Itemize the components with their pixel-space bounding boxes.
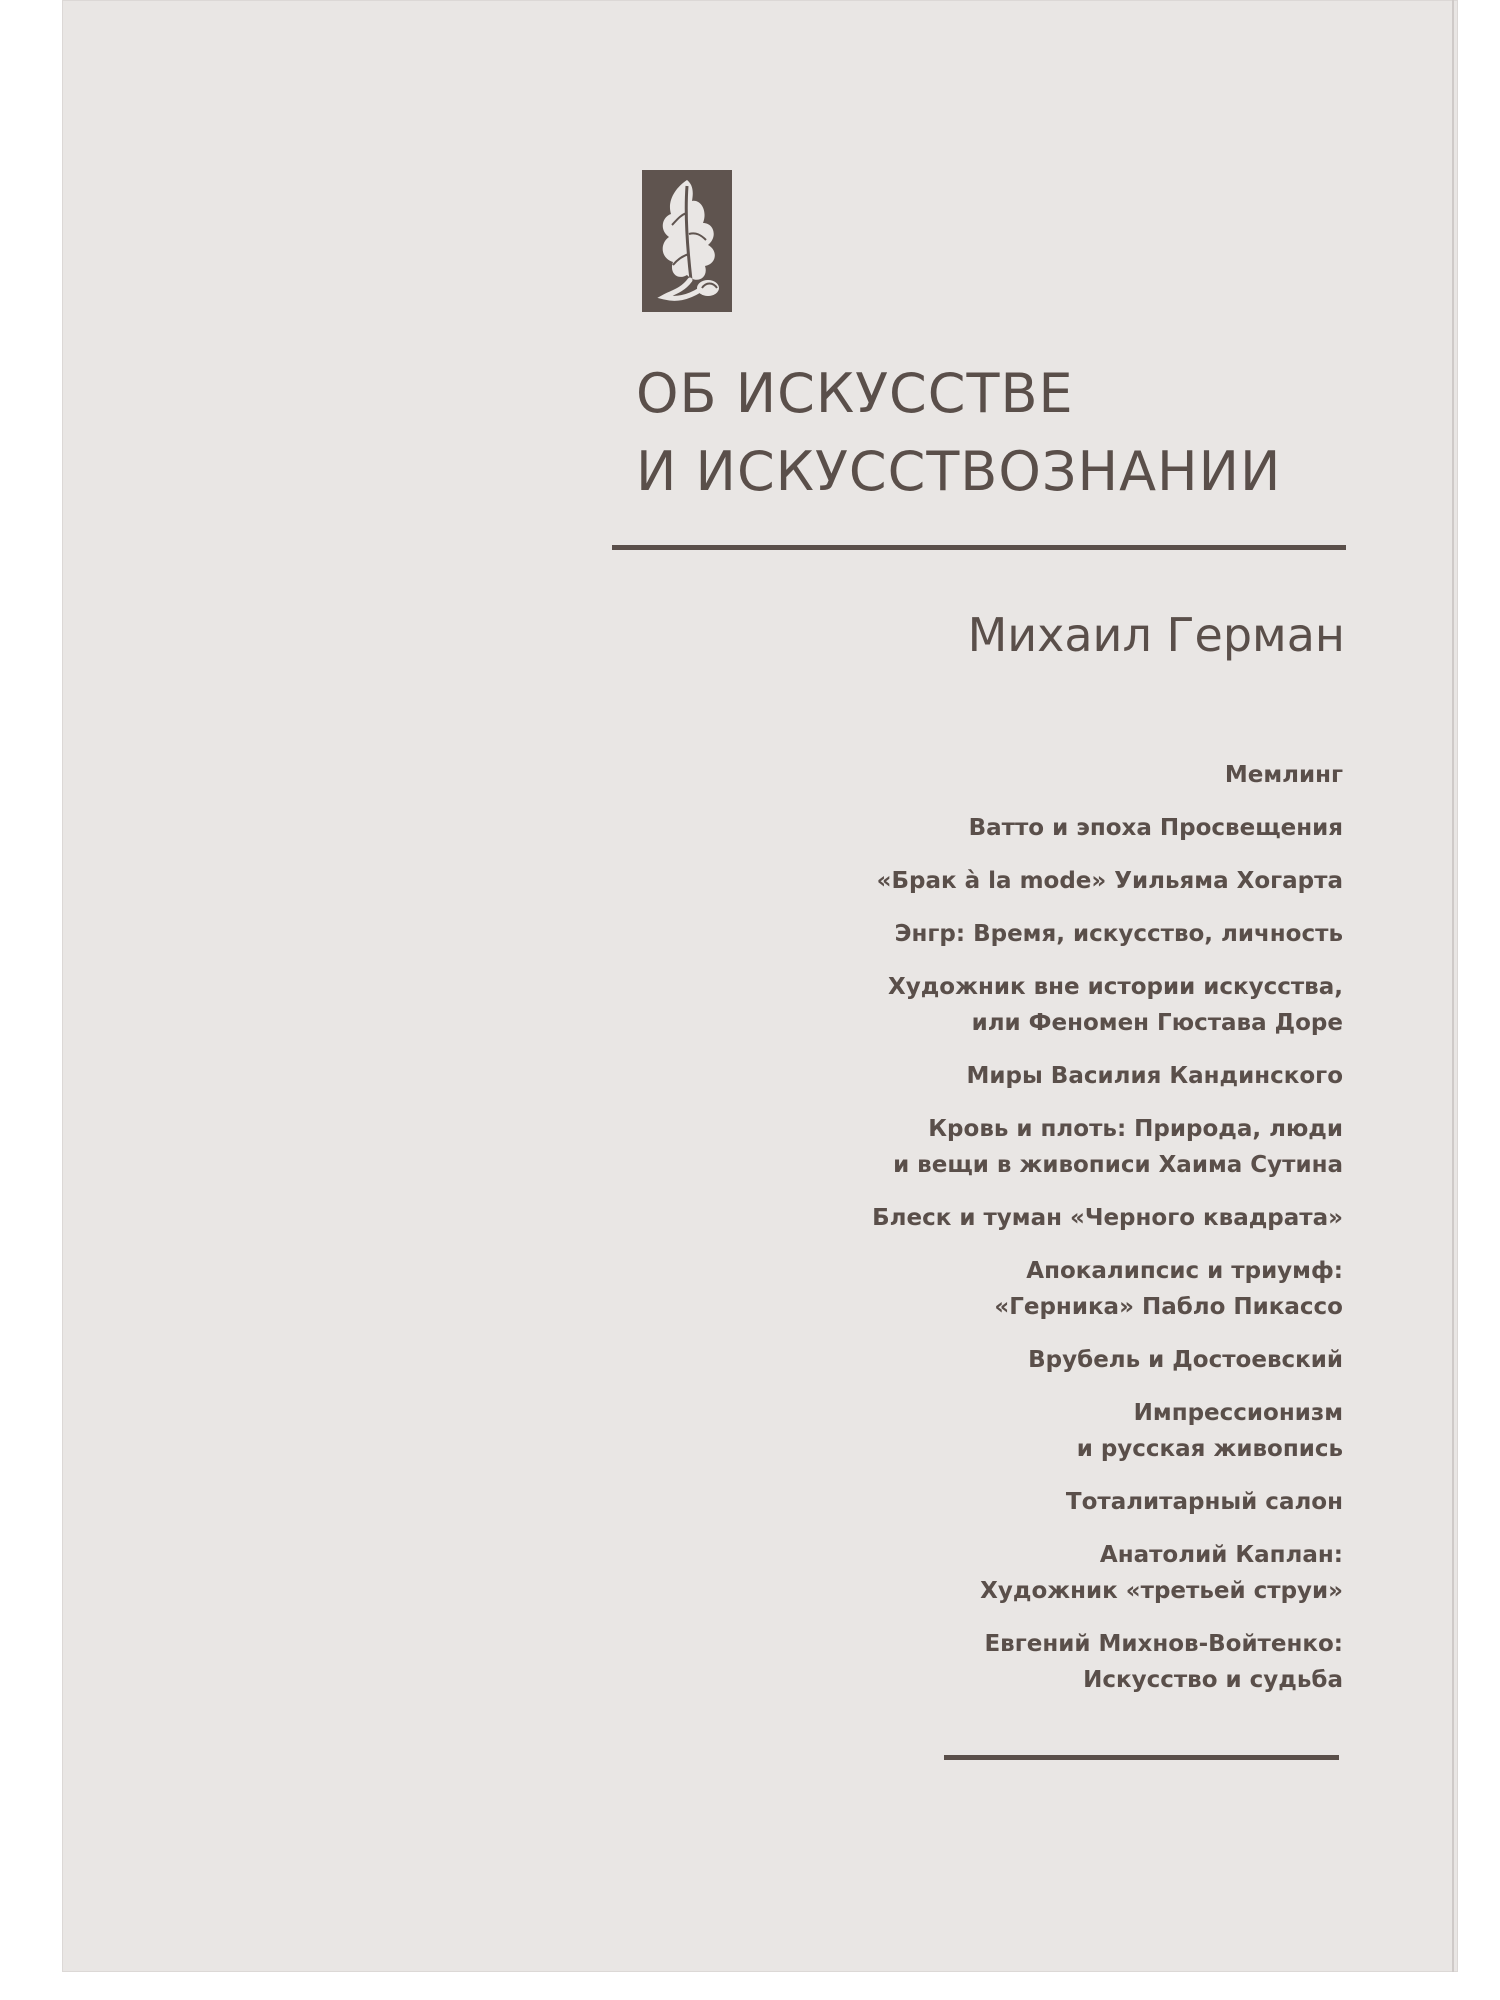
contents-line: Художник «третьей струи» (980, 1578, 1343, 1604)
contents-item (643, 1484, 1343, 1520)
contents-line: Ватто и эпоха Просвещения (968, 815, 1343, 841)
book-title (636, 355, 1356, 511)
contents-line: и русская живопись (1076, 1436, 1343, 1462)
contents-line: Блеск и туман «Черного квадрата» (872, 1205, 1343, 1231)
contents-line: Мемлинг (1224, 762, 1343, 788)
contents-line: Импрессионизм (1133, 1400, 1343, 1426)
cover-edge (1452, 0, 1454, 1972)
contents-line: Апокалипсис и триумф: (1026, 1258, 1343, 1284)
contents-item (643, 1111, 1343, 1183)
contents-line: Энгр: Время, искусство, личность (894, 921, 1343, 947)
contents-item (643, 1200, 1343, 1236)
author-name: Михаил Герман (967, 608, 1345, 662)
contents-item (643, 863, 1343, 899)
contents-line: Миры Василия Кандинского (966, 1063, 1343, 1089)
contents-item (643, 1395, 1343, 1467)
oak-leaf-icon (642, 170, 732, 312)
contents-item (643, 1058, 1343, 1094)
contents-line: Художник вне истории искусства, (887, 974, 1343, 1000)
contents-item (643, 1342, 1343, 1378)
contents-line: Искусство и судьба (1083, 1667, 1343, 1693)
contents-item (643, 1253, 1343, 1325)
contents-bottom-divider (944, 1755, 1339, 1760)
contents-line: Кровь и плоть: Природа, люди (928, 1116, 1343, 1142)
contents-line: Тоталитарный салон (1065, 1489, 1343, 1515)
contents-line: и вещи в живописи Хаима Сутина (893, 1152, 1343, 1178)
contents-item (643, 969, 1343, 1041)
contents-item (643, 810, 1343, 846)
contents-item (643, 1626, 1343, 1698)
contents-list (643, 757, 1343, 1715)
contents-line: Евгений Михнов-Войтенко: (984, 1631, 1343, 1657)
contents-item (643, 757, 1343, 793)
title-divider (612, 545, 1346, 550)
contents-item (643, 1537, 1343, 1609)
contents-line: или Феномен Гюстава Доре (971, 1010, 1343, 1036)
contents-line: Врубель и Достоевский (1028, 1347, 1343, 1373)
book-title-line-1: ОБ ИСКУССТВЕ (636, 362, 1074, 425)
book-title-line-2: И ИСКУССТВОЗНАНИИ (636, 440, 1282, 503)
contents-line: «Герника» Пабло Пикассо (994, 1294, 1343, 1320)
contents-item (643, 916, 1343, 952)
contents-line: Анатолий Каплан: (1099, 1542, 1343, 1568)
contents-line: «Брак à la mode» Уильяма Хогарта (876, 868, 1343, 894)
